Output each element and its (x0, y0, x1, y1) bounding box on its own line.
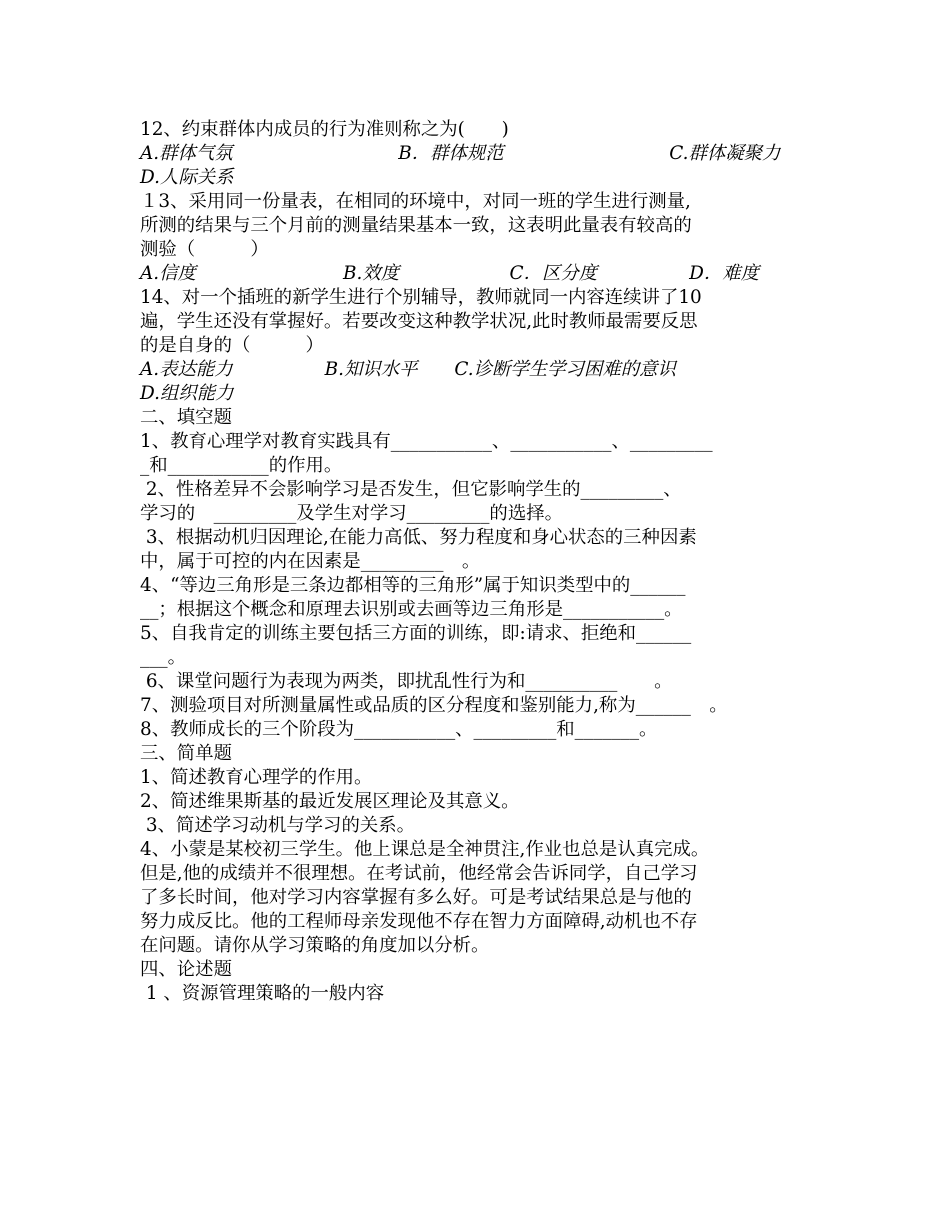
question-14-stem-line-3: 的是自身的（ ） (140, 335, 324, 356)
short-answer-4-line-4: 努力成反比。他的工程师母亲发现他不存在智力方面障碍,动机也不存 (140, 911, 698, 932)
fill-in-4-line-1: 4、“等边三角形是三条边都相等的三角形”属于知识类型中的______ (140, 575, 686, 596)
question-12-options: A.群体气氛 B．群体规范 C.群体凝聚力 (140, 143, 781, 164)
section-heading-fill-in: 二、填空题 (140, 407, 232, 428)
fill-in-3-line-2: 中，属于可控的内在因素是_________ 。 (140, 551, 481, 572)
section-heading-essay: 四、论述题 (140, 959, 232, 980)
fill-in-1-line-2: _和___________的作用。 (140, 455, 343, 476)
question-14-stem-line-2: 遍，学生还没有掌握好。若要改变这种教学状况,此时教师最需要反思 (140, 311, 698, 332)
question-13-stem-line-1: １3、采用同一份量表，在相同的环境中，对同一班的学生进行测量, (140, 191, 691, 212)
short-answer-4-line-5: 在问题。请你从学习策略的角度加以分析。 (140, 935, 490, 956)
question-12-option-d: D.人际关系 (140, 167, 234, 188)
question-14-stem-line-1: 14、对一个插班的新学生进行个别辅导，教师就同一内容连续讲了10 (140, 287, 702, 308)
fill-in-1-line-1: 1、教育心理学对教育实践具有___________、___________、_________ (140, 431, 713, 452)
fill-in-3-line-1: 3、根据动机归因理论,在能力高低、努力程度和身心状态的三种因素 (140, 527, 697, 548)
fill-in-5-line-2: ___。 (140, 647, 186, 668)
fill-in-2-line-1: 2、性格差异不会影响学习是否发生，但它影响学生的_________、 (140, 479, 682, 500)
short-answer-2: 2、简述维果斯基的最近发展区理论及其意义。 (140, 791, 520, 812)
fill-in-6: 6、课堂问题行为表现为两类，即扰乱性行为和__________ 。 (140, 671, 673, 692)
short-answer-4-line-1: 4、小蒙是某校初三学生。他上课总是全神贯注,作业也总是认真完成。 (140, 839, 710, 860)
question-13-stem-line-2: 所测的结果与三个月前的测量结果基本一致，这表明此量表有较高的 (140, 215, 692, 236)
fill-in-7: 7、测验项目对所测量属性或品质的区分程度和鉴别能力,称为______ 。 (140, 695, 728, 716)
section-heading-short-answer: 三、简单题 (140, 743, 232, 764)
question-14-options: A.表达能力 B.知识水平 C.诊断学生学习困难的意识 (140, 359, 676, 380)
question-13-stem-line-3: 测验（ ） (140, 239, 269, 260)
short-answer-3: 3、简述学习动机与学习的关系。 (140, 815, 416, 836)
fill-in-2-line-2: 学习的 _________及学生对学习_________的选择。 (140, 503, 563, 524)
short-answer-4-line-2: 但是,他的成绩并不很理想。在考试前，他经常会告诉同学，自己学习 (140, 863, 698, 884)
question-14-option-d: D.组织能力 (140, 383, 234, 404)
essay-1: 1 、资源管理策略的一般内容 (140, 983, 385, 1004)
question-12-stem: 12、约束群体内成员的行为准则称之为( ) (140, 119, 509, 140)
fill-in-8: 8、教师成长的三个阶段为___________、_________和_______。 (140, 719, 658, 740)
fill-in-4-line-2: __；根据这个概念和原理去识别或去画等边三角形是___________。 (140, 599, 683, 620)
question-13-options: A.信度 B.效度 C．区分度 D．难度 (140, 263, 760, 284)
fill-in-5-line-1: 5、自我肯定的训练主要包括三方面的训练，即:请求、拒绝和______ (140, 623, 692, 644)
short-answer-4-line-3: 了多长时间，他对学习内容掌握有多么好。可是考试结果总是与他的 (140, 887, 692, 908)
short-answer-1: 1、简述教育心理学的作用。 (140, 767, 373, 788)
